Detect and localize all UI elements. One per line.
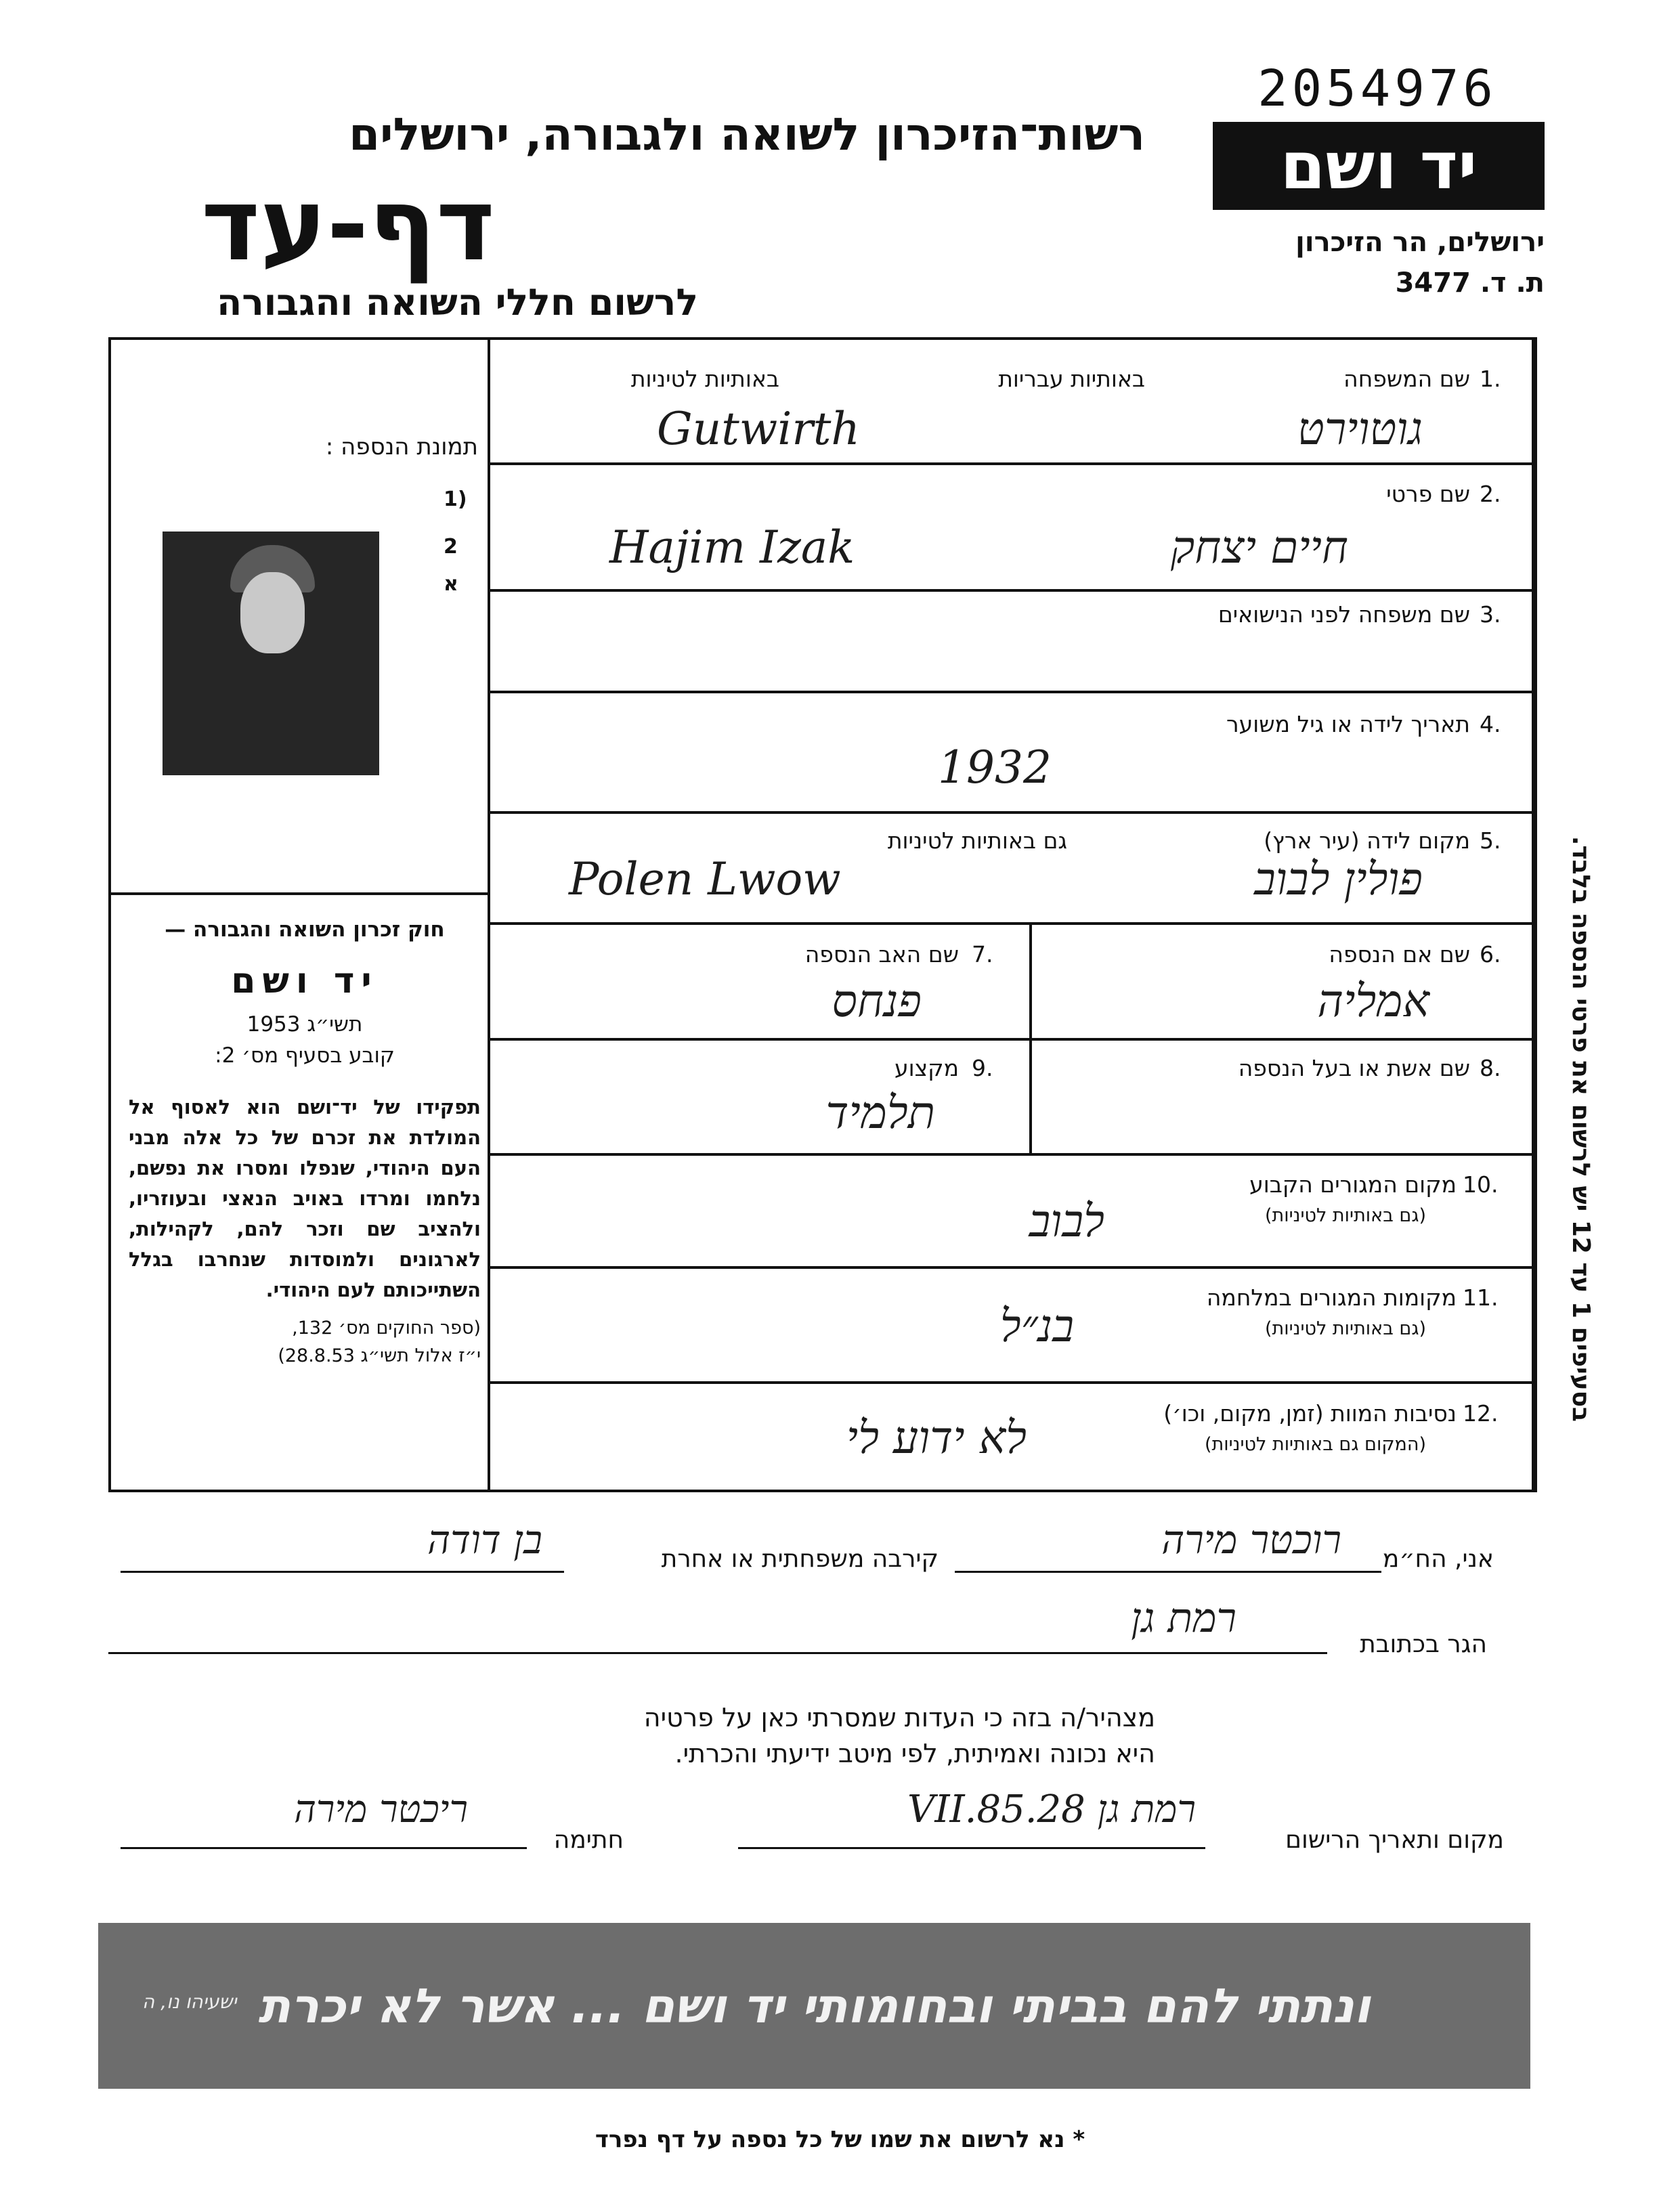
field6-label: שם אם הנספה	[1329, 941, 1470, 968]
row-sep-4	[488, 811, 1534, 814]
field5-latin-hdr: גם באותיות לטיניות	[887, 827, 1067, 854]
field12-sub: (המקום גם באותיות לטיניות)	[1204, 1434, 1426, 1455]
law-block	[129, 917, 481, 1366]
field12-num: 12.	[1463, 1400, 1499, 1427]
field10-residence[interactable]: לבוב	[1029, 1195, 1104, 1247]
field9-num: 9.	[972, 1055, 993, 1081]
field2-label: שם פרטי	[1386, 481, 1470, 507]
field5-label: מקום לידה (עיר ארץ)	[1264, 827, 1470, 854]
banner-quote: ונתתי להם בביתי ובחומותי יד ושם ... אשר לא יכרת	[258, 1978, 1371, 2034]
field10-num: 10.	[1463, 1171, 1499, 1198]
panel-divider	[488, 337, 490, 1492]
field2-num: 2.	[1480, 481, 1501, 507]
field12-label: נסיבות המוות (זמן, מקום, וכו׳)	[1163, 1400, 1457, 1427]
law-title: חוק זכרון השואה והגבורה —	[165, 917, 445, 942]
yad-vashem-logo: יד ושם	[1213, 122, 1545, 210]
field1-surname-latin[interactable]: Gutwirth	[657, 403, 860, 455]
authority-name: רשות־הזיכרון לשואה ולגבורה, ירושלים	[349, 108, 1145, 160]
signature-label: חתימה	[553, 1826, 624, 1854]
field5-num: 5.	[1480, 827, 1501, 854]
panel-separator	[108, 892, 488, 895]
relation-label: קירבה משפחתית או אחרת	[661, 1545, 939, 1573]
row-sep-2	[488, 589, 1534, 592]
field8-label: שם אשת או בעל הנספה	[1238, 1055, 1470, 1081]
field1-hebrew-hdr: באותיות עבריות	[998, 366, 1145, 392]
declarant-name[interactable]: רוכטר מירה	[1161, 1517, 1341, 1563]
field7-label: שם האב הנספה	[804, 941, 959, 968]
document-number: 2054976	[1257, 60, 1497, 118]
row-sep-9	[488, 1381, 1534, 1384]
row-sep-1	[488, 462, 1534, 465]
place-date-label: מקום ותאריך הרישום	[1285, 1826, 1504, 1854]
field8-num: 8.	[1480, 1055, 1501, 1081]
row-sep-6	[488, 1038, 1534, 1041]
field7-num: 7.	[972, 941, 993, 968]
place-date-line	[738, 1847, 1205, 1849]
photo-label: תמונת הנספה :	[325, 433, 478, 460]
field9-label: מקצוע	[894, 1055, 959, 1081]
field4-num: 4.	[1480, 711, 1501, 737]
col-sep-6-9	[1029, 922, 1032, 1153]
law-name: יד ושם	[231, 961, 379, 1001]
field11-num: 11.	[1463, 1284, 1499, 1311]
field11-label: מקומות המגורים במלחמה	[1206, 1284, 1457, 1311]
field1-surname-hebrew[interactable]: גוטוירט	[1297, 403, 1423, 455]
field2-firstname-hebrew[interactable]: חיים יצחק	[1170, 521, 1348, 573]
place-date-value[interactable]: רמת גן 28.VII.85	[907, 1787, 1196, 1831]
declarant-line	[955, 1571, 1381, 1573]
logo-address: ירושלים, הר הזיכרון	[1295, 227, 1545, 258]
form-subtitle: לרשום חללי השואה והגבורה	[217, 281, 698, 324]
field11-sub: (גם באותיות לטיניות)	[1264, 1318, 1426, 1339]
field10-sub: (גם באותיות לטיניות)	[1264, 1205, 1426, 1226]
row-sep-7	[488, 1153, 1534, 1156]
field4-birthdate[interactable]: 1932	[938, 741, 1052, 794]
address-line	[108, 1652, 1327, 1654]
field4-label: תאריך לידה או גיל משוער	[1226, 711, 1470, 737]
field1-num: 1.	[1480, 366, 1501, 392]
signature-value[interactable]: ריכטר מירה	[294, 1787, 468, 1831]
field5-birthplace-latin[interactable]: Polen Lwow	[569, 853, 841, 905]
footnote: * נא לרשום את שמו של כל נספה על דף נפרד	[595, 2126, 1085, 2153]
law-date: י״ז אלול תשי״ג 28.8.53)	[278, 1345, 481, 1366]
field10-label: מקום המגורים הקבוע	[1249, 1171, 1457, 1198]
field1-latin-hdr: באותיות לטיניות	[630, 366, 779, 392]
field7-father-name[interactable]: פנחס	[832, 975, 922, 1027]
law-year: תשי״ג 1953	[246, 1012, 363, 1037]
statement-line1: מצהיר/ה בזה כי העדות שמסרתי כאן על פרטיה	[643, 1703, 1155, 1733]
quote-banner	[98, 1923, 1530, 2089]
address-value[interactable]: רמת גן	[1131, 1595, 1236, 1642]
field6-mother-name[interactable]: אמליה	[1317, 975, 1429, 1027]
declarant-label: אני, הח״מ	[1382, 1545, 1494, 1573]
row-sep-3	[488, 691, 1534, 693]
field12-death-circumstances[interactable]: לא ידוע לי	[846, 1412, 1027, 1464]
margin-note: בסעיפים 1 עד 12 יש לרשום את פרטי הנספה בלבד.	[1567, 836, 1595, 1422]
photo-mark-1: 1)	[444, 487, 467, 511]
law-clause: קובע בסעיף מס׳ 2:	[215, 1043, 395, 1068]
field11-war-residence[interactable]: בנ״ל	[999, 1300, 1074, 1352]
photo-mark-2: 2	[444, 535, 458, 559]
banner-source: ישעיהו נו, ה	[142, 1991, 237, 2013]
address-label: הגר בכתובת	[1360, 1630, 1487, 1658]
field5-birthplace-hebrew[interactable]: פולין לבוב	[1254, 853, 1423, 905]
row-sep-8	[488, 1266, 1534, 1269]
law-text: תפקידו של יד־ושם הוא לאסוף אל המולדת את זכרם של כל אלה מבני העם היהודי, שנפלו ומסרו את נפשם, נלחמו ומרדו באויב הנאצי ובעוזריו, ולהציב שם וזכר להם, לקהילות, לארגונים ולמוסדות שנחרבו בגלל השתייכותם לעם היהודי.	[129, 1096, 481, 1301]
form-title: דף-עד	[201, 167, 495, 283]
relation-line	[121, 1571, 564, 1573]
statement-line2: היא נכונה ואמיתית, לפי מיטב ידיעתי והכרתי.	[674, 1739, 1155, 1769]
field6-num: 6.	[1480, 941, 1501, 968]
signature-line	[121, 1847, 527, 1849]
photo-mark-3: א	[444, 572, 458, 596]
field2-firstname-latin[interactable]: Hajim Izak	[609, 521, 855, 573]
field1-label: שם המשפחה	[1343, 366, 1470, 392]
law-source: (ספר החוקים מס׳ 132,	[292, 1317, 481, 1339]
frame-right-edge	[1532, 337, 1534, 1492]
relation-value[interactable]: בן דודה	[427, 1517, 542, 1563]
row-sep-5	[488, 922, 1534, 925]
field9-profession[interactable]: תלמיד	[825, 1087, 935, 1139]
field3-label: שם משפחה לפני הנישואים	[1218, 601, 1470, 628]
field3-num: 3.	[1480, 601, 1501, 628]
logo-pobox: ת. ד. 3477	[1395, 267, 1545, 299]
victim-photo-face	[240, 572, 305, 653]
